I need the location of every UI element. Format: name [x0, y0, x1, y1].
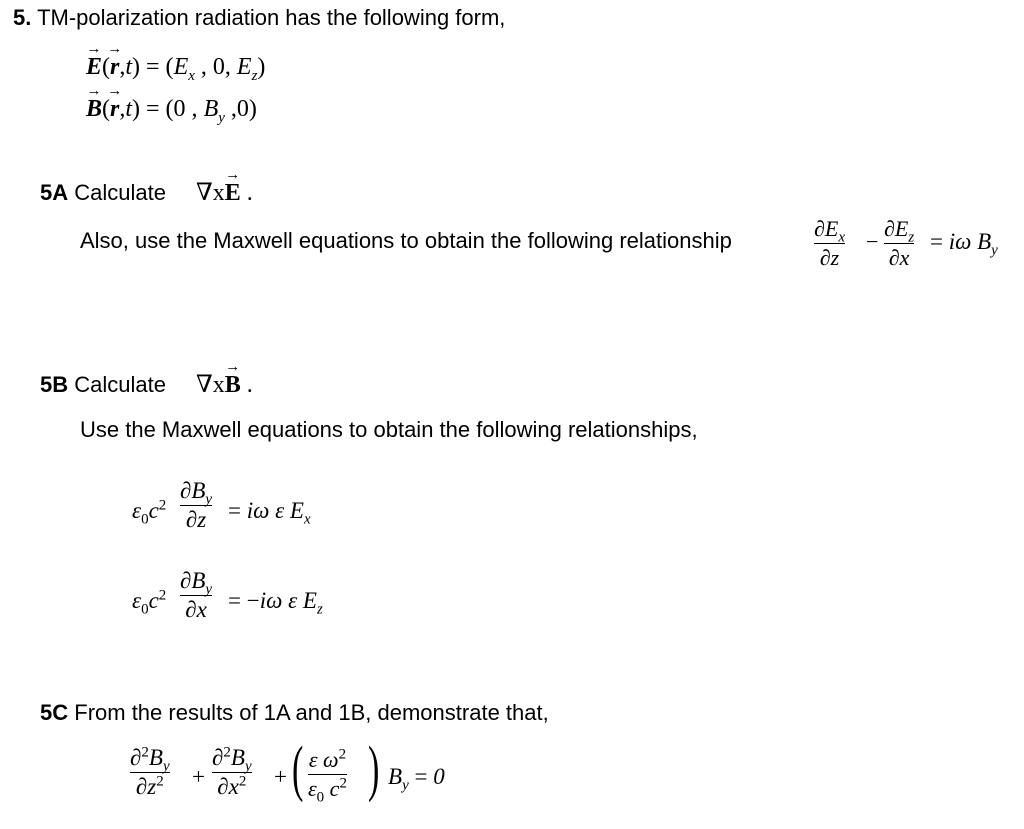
- problem-intro: TM-polarization radiation has the following form,: [37, 5, 506, 30]
- part-c-label: 5C: [40, 700, 69, 725]
- part-a-calc: Calculate: [74, 180, 166, 205]
- b-field-equation: → B(→ r,t) = (0 , $B_y$ ,0): [86, 96, 257, 123]
- part-b-calc: Calculate: [74, 372, 166, 397]
- part-c-instruction: From the results of 1A and 1B, demonstrate that,: [74, 700, 549, 725]
- part-a-instruction: Also, use the Maxwell equations to obtain the following relationship: [80, 228, 732, 253]
- part-a-heading: [40, 180, 166, 206]
- homework-page: 5. TM-polarization radiation has the following form, → $E(\to r,t) = (E_x$ , 0, $E_z$) → B(→ r,t) = (0 , $B_y$ ,0) 5A Calculate ∇x→ E . Also, use the Maxwell equations to obtain the following relationship $\partial E_x$ ∂z − $\partial E_z$ ∂x = iω $B_y$ 5B Calculate ∇x→ B . Use the Maxwell equations to obtain the following relationships, $\varepsilon_0c^2$ $\partial B_y$ ∂z = iω ε $E_x$ $\varepsilon_0c^2$ $\partial B_y$ ∂x = −iω ε $E_z$ 5C From the results of 1A and 1B, demonstrate that, $\partial^2B_y$ $\partial z^2$ + $\partial^2B_y$ $\partial x^2$ + ( ε $\omega^2$ $\varepsilon_0$ $c^2$ ) $B_y = 0$: [0, 0, 1024, 829]
- problem-number: 5.: [13, 5, 32, 30]
- part-b-curl-expr: ∇x→ B .: [196, 370, 253, 399]
- part-a-curl-expr: ∇x→ E .: [196, 178, 253, 207]
- e-field-equation: → $E(\to r,t) = (E_x$ , 0, $E_z$): [86, 54, 265, 81]
- part-b-heading: [40, 372, 166, 398]
- part-c-heading: [40, 700, 549, 726]
- problem-header: [13, 5, 505, 31]
- part-b-instruction: Use the Maxwell equations to obtain the following relationships,: [80, 417, 698, 442]
- part-b-label: 5B: [40, 372, 69, 397]
- part-a-label: 5A: [40, 180, 69, 205]
